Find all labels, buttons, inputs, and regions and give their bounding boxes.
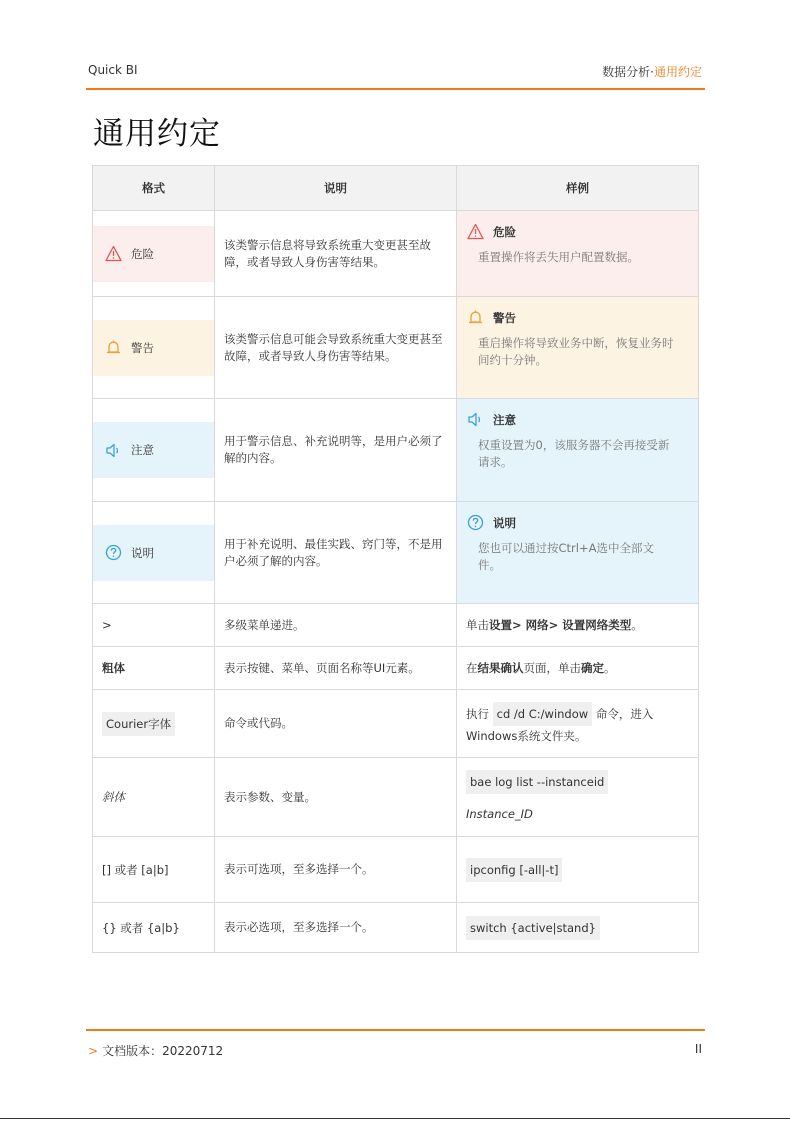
breadcrumb-current: 通用约定 [653,65,702,79]
page-title: 通用约定 [93,116,221,152]
description-cell: 用于补充说明、最佳实践、窍门等，不是用户必须了解的内容。 [215,502,457,604]
format-label: 注意 [131,443,154,457]
description-cell: 该类警示信息将导致系统重大变更甚至故障，或者导致人身伤害等结果。 [215,211,457,297]
warning-format-box [93,320,214,376]
command-code: bae log list --instanceid [466,770,608,794]
example-cell [457,903,699,953]
table-row-info [93,502,699,604]
page-edge-line [0,1118,790,1119]
description-cell: 表示按键、菜单、页面名称等UI元素。 [215,647,457,690]
menu-path: 设置> 网络> 设置网络类型 [489,618,632,632]
example-cell [457,647,699,690]
example-suffix: 命令，进入Windows系统文件夹。 [466,706,654,743]
ui-button-name: 确定 [581,661,604,675]
example-prefix: 执行 [466,706,489,721]
format-label: 危险 [131,246,154,261]
page-number: II [694,1042,702,1056]
description-cell: 用于警示信息、补充说明等，是用户必须了解的内容。 [215,399,457,502]
notice-example [457,399,698,501]
bell-icon [467,309,484,326]
question-circle-icon [467,514,484,531]
format-cell: {} 或者 {a|b} [93,903,215,953]
example-cell [457,837,699,903]
table-row-warning [93,297,699,399]
table-row-menu [93,604,699,647]
example-text: 您也可以通过按Ctrl+A选中全部文件。 [478,541,654,572]
example-cell [457,502,699,604]
table-row-notice [93,399,699,502]
example-text-2: 页面，单击 [523,661,581,675]
code-sample: Courier字体 [102,712,175,736]
example-title [467,309,688,326]
description-cell: 该类警示信息可能会导致系统重大变更甚至故障，或者导致人身伤害等结果。 [215,297,457,399]
format-cell [93,502,215,604]
speaker-icon [105,442,122,459]
table-row-optional [93,837,699,903]
example-cell [457,690,699,758]
description-cell: 多级菜单递进。 [215,604,457,647]
format-cell: 斜体 [93,758,215,837]
description-cell: 表示可选项，至多选择一个。 [215,837,457,903]
format-cell [93,297,215,399]
table-row-courier [93,690,699,758]
example-title-text: 危险 [493,224,516,239]
format-cell: 粗体 [93,647,215,690]
info-format-box [93,525,214,581]
example-title-text: 说明 [493,515,516,530]
header-product: Quick BI [88,63,138,77]
warning-triangle-icon [105,245,122,262]
bell-icon [105,339,122,356]
version-text: 文档版本：20220712 [102,1044,224,1058]
footer-arrow: > [88,1044,99,1058]
example-text: 权重设置为0，该服务器不会再接受新请求。 [478,438,670,469]
table-row-italic [93,758,699,837]
format-label: 警告 [131,340,154,355]
example-text-3: 。 [604,661,616,675]
table-header-row [93,166,699,211]
header-description: 说明 [215,166,457,211]
format-cell [93,690,215,758]
breadcrumb-section: 数据分析· [602,65,654,79]
header-breadcrumb [602,63,702,80]
table-row-bold [93,647,699,690]
danger-format-box [93,226,214,282]
header-format: 格式 [93,166,215,211]
table-row-danger [93,211,699,297]
speaker-icon [467,411,484,428]
example-cell [457,211,699,297]
example-title-text: 注意 [493,412,516,427]
example-title [467,514,688,531]
example-title [467,411,688,428]
format-cell: [] 或者 [a|b] [93,837,215,903]
description-cell: 表示参数、变量。 [215,758,457,837]
question-circle-icon [105,544,122,561]
example-cell [457,399,699,502]
example-cell [457,297,699,399]
table-row-required [93,903,699,953]
ui-element-name: 结果确认 [477,661,524,675]
example-text-1: 在 [466,661,478,675]
danger-example [457,211,698,296]
warning-example [457,297,698,398]
example-prefix: 单击 [466,618,489,632]
example-suffix: 。 [631,618,643,632]
format-label: 说明 [131,545,154,560]
command-code: cd /d C:/window [493,702,593,726]
example-title-text: 警告 [493,310,516,325]
description-cell: 命令或代码。 [215,690,457,758]
format-cell [93,211,215,297]
variable-name: Instance_ID [466,807,533,821]
info-example [457,502,698,603]
notice-format-box [93,422,214,478]
example-cell [457,604,699,647]
example-cell [457,758,699,837]
footer-divider [86,1029,705,1031]
warning-triangle-icon [467,223,484,240]
footer-version [88,1042,223,1059]
description-cell: 表示必选项，至多选择一个。 [215,903,457,953]
header-divider [86,88,705,90]
example-text: 重启操作将导致业务中断，恢复业务时间约十分钟。 [478,336,674,367]
example-text: 重置操作将丢失用户配置数据。 [478,250,639,264]
format-cell: > [93,604,215,647]
header-example: 样例 [457,166,699,211]
command-code: switch {active|stand} [466,916,600,940]
conventions-table [92,165,699,953]
example-title [467,223,688,240]
command-code: ipconfig [-all|-t] [466,858,562,882]
format-cell [93,399,215,502]
